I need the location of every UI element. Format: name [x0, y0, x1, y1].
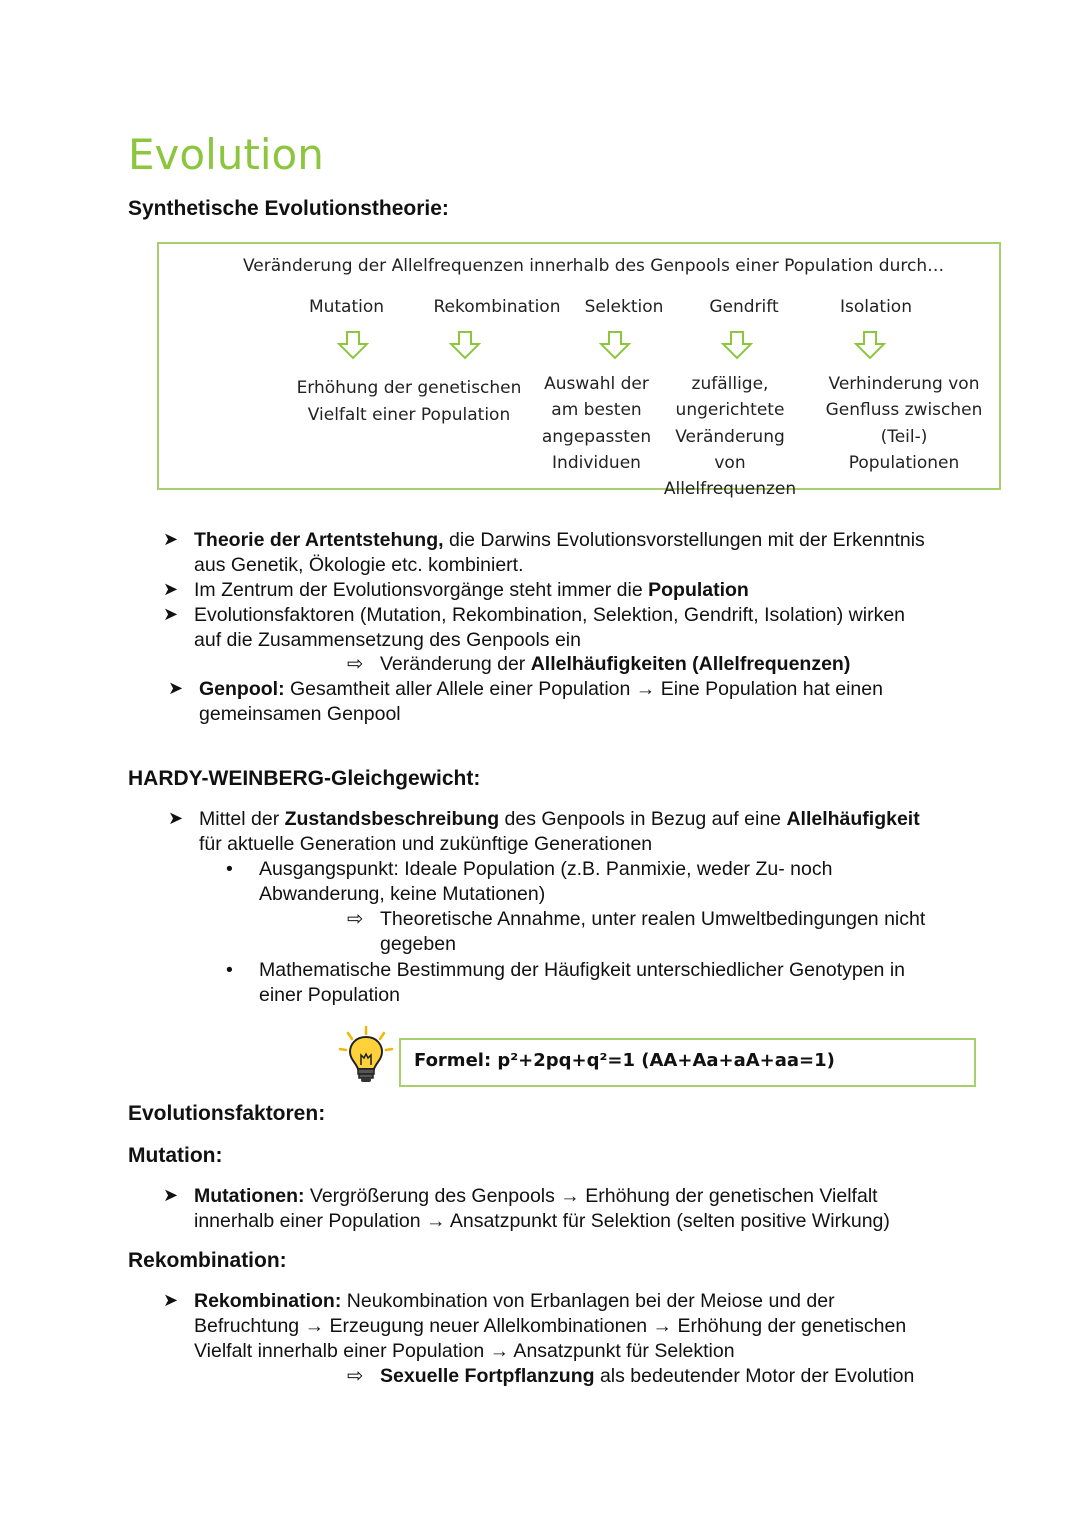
formula-text: Formel: p²+2pq+q²=1 (AA+Aa+aA+aa=1): [414, 1050, 835, 1071]
bullet-population: Im Zentrum der Evolutionsvorgänge steht immer die Population: [194, 579, 749, 601]
desc-selektion: Auswahl der am besten angepassten Individuen: [541, 374, 652, 473]
desc-isolation: Verhinderung von Genfluss zwischen (Teil-) Populationen: [825, 374, 983, 473]
sub-theoretische-annahme: Theoretische Annahme, unter realen Umweltbedingungen nicht gegeben: [380, 908, 926, 955]
dot-mathematische-bestimmung: Mathematische Bestimmung der Häufigkeit unterschiedlicher Genotypen in einer Population: [259, 959, 905, 1006]
hollow-right-arrow-icon: ⇨: [347, 653, 364, 675]
arrowhead-bullet-icon: ➤: [163, 1185, 179, 1205]
bullet-artentstehung: Theorie der Artentstehung, die Darwins Evolutionsvorstellungen mit der Erkenntnis aus Genetik, Ökologie etc. kombiniert.: [194, 529, 925, 576]
subsection-heading-mutation: Mutation:: [128, 1144, 223, 1167]
sub-allelhaeufigkeiten: Veränderung der Allelhäufigkeiten (Allelfrequenzen): [380, 653, 851, 675]
arrowhead-bullet-icon: ➤: [163, 529, 179, 549]
arrowhead-bullet-icon: ➤: [163, 604, 179, 624]
subsection-heading-rekombination: Rekombination:: [128, 1249, 287, 1272]
lightbulb-icon: [336, 1025, 396, 1092]
dot-bullet-icon: •: [226, 858, 233, 880]
down-arrow-icon: [599, 330, 631, 360]
bullet-genpool: Genpool: Gesamtheit aller Allele einer Population → Eine Population hat einen gemeinsamen Genpool: [199, 678, 883, 725]
arrowhead-bullet-icon: ➤: [168, 678, 184, 698]
dot-ausgangspunkt: Ausgangspunkt: Ideale Population (z.B. Panmixie, weder Zu- noch Abwanderung, keine Mutationen): [259, 858, 833, 905]
section-heading-synthetic: Synthetische Evolutionstheorie:: [128, 197, 449, 220]
down-arrow-icon: [449, 330, 481, 360]
box-lead-text: Veränderung der Allelfrequenzen innerhalb des Genpools einer Population durch…: [243, 256, 945, 276]
down-arrow-icon: [854, 330, 886, 360]
factor-gendrift: Gendrift: [709, 297, 779, 317]
bullet-mutationen: Mutationen: Vergrößerung des Genpools → Erhöhung der genetischen Vielfalt innerhalb einer Population → Ansatzpunkt für Selektion (selten positive Wirkung): [194, 1185, 890, 1232]
arrowhead-bullet-icon: ➤: [168, 808, 184, 828]
down-arrow-icon: [337, 330, 369, 360]
evolution-factors-box: [157, 242, 1001, 500]
dot-bullet-icon: •: [226, 959, 233, 981]
arrowhead-bullet-icon: ➤: [163, 1290, 179, 1310]
factor-isolation: Isolation: [840, 297, 912, 317]
section-heading-evolutionsfaktoren: Evolutionsfaktoren:: [128, 1102, 326, 1125]
bullet-evolutionsfaktoren: Evolutionsfaktoren (Mutation, Rekombination, Selektion, Gendrift, Isolation) wirken auf die Zusammensetzung des Genpools ein: [194, 604, 906, 651]
section-heading-hardy-weinberg: HARDY-WEINBERG-Gleichgewicht:: [128, 767, 481, 790]
formula-box: [399, 1038, 976, 1087]
page-title: Evolution: [128, 130, 324, 179]
hollow-right-arrow-icon: ⇨: [347, 908, 364, 930]
desc-gendrift: zufällige, ungerichtete Veränderung von Allelfrequenzen: [663, 374, 797, 500]
sub-sexuelle-fortpflanzung: Sexuelle Fortpflanzung als bedeutender Motor der Evolution: [380, 1365, 915, 1387]
bullet-zustandsbeschreibung: Mittel der Zustandsbeschreibung des Genpools in Bezug auf eine Allelhäufigkeit für aktuelle Generation und zukünftige Generationen: [199, 808, 920, 855]
factor-selektion: Selektion: [584, 297, 664, 317]
hollow-right-arrow-icon: ⇨: [347, 1365, 364, 1387]
arrowhead-bullet-icon: ➤: [163, 579, 179, 599]
bullet-rekombination: Rekombination: Neukombination von Erbanlagen bei der Meiose und der Befruchtung → Erzeugung neuer Allelkombinationen → Erhöhung der genetischen Vielfalt innerhalb einer Population → Ansatzpunkt für Selektion: [194, 1290, 907, 1362]
factor-rekombination: Rekombination: [433, 297, 561, 317]
desc-mutation-rekombination: Erhöhung der genetischen Vielfalt einer Population: [296, 378, 522, 425]
factor-mutation: Mutation: [308, 297, 385, 317]
down-arrow-icon: [721, 330, 753, 360]
